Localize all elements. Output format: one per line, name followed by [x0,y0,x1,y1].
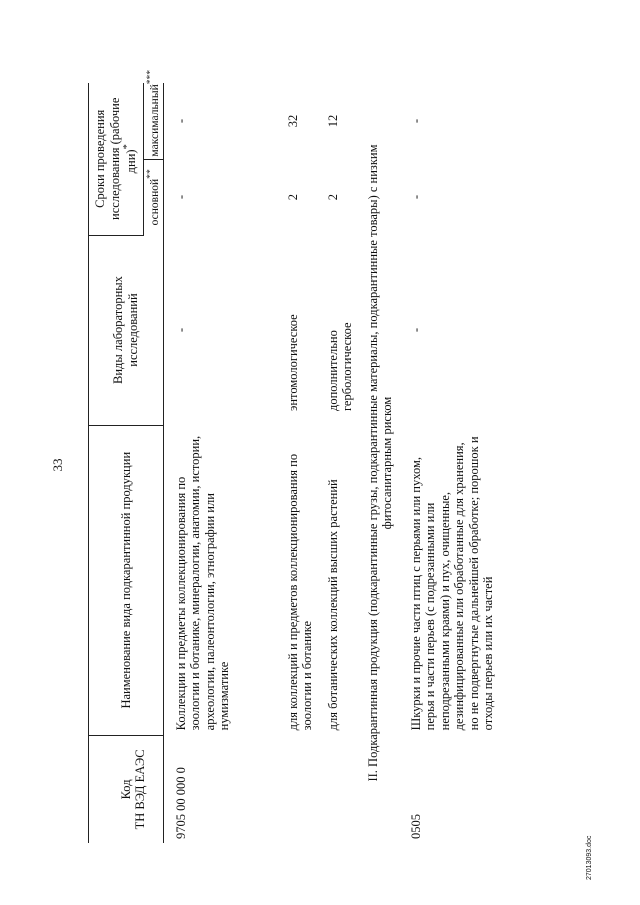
section-row [364,83,407,843]
row-basic-days: 2 [285,193,300,201]
header-product-name [89,425,164,735]
row-basic-days: 2 [325,193,340,201]
header-max-text: максимальный [148,84,161,157]
header-product-name-text: Наименование вида подкарантинной продукции [118,451,133,709]
row-basic-days: - [408,194,423,200]
row-lab-type: дополнительно гербологическое [325,322,355,412]
row-code [286,735,326,843]
row-basic-days: - [173,194,188,200]
section-title: II. Подкарантинная продукция (подкарантинные грузы, подкарантинные материалы, подкарантинные товары) с низким фитосанитарным риском [365,144,395,782]
header-code-text: Код ТН ВЭД ЕАЭС [118,749,148,830]
table-row [163,83,286,843]
row-code [326,735,364,843]
header-basic-footnote: ** [144,169,156,179]
row-product-name: для ботанических коллекций высших растений [325,479,340,731]
header-terms-text: Сроки проведения исследования (рабочие дни) [93,97,139,220]
quarantine-products-table [88,69,496,843]
table-row [286,83,326,843]
header-basic-text: основной [148,178,161,226]
row-max-days: - [173,118,188,124]
row-lab-type: - [173,327,188,333]
header-terms [89,83,144,235]
row-product-name: Коллекции и предметы коллекционирования по зоологии и ботанике, минералогии, анатомии, истории, археологии, палеонтологии, этнографии или нумизматике [173,435,232,731]
row-code: 9705 00 000 0 [173,767,188,839]
row-max-days: - [408,118,423,124]
row-lab-type: - [408,327,423,333]
table-row [326,83,364,843]
header-code [89,735,164,843]
header-basic [143,159,163,235]
page-number: 33 [50,458,65,472]
row-product-name: Шкурки и прочие части птиц с перьями или пухом, перья и части перьев (с подрезанными или неподрезанными краями) и пух, очищенные, дезинфицированные или обработанные для хранения, но не подвергнутые дальнейшей обработке; порошок и отходы перьев или их частей [408,436,496,731]
row-code: 0505 [408,814,423,839]
header-max [143,69,163,159]
footer-doc-code: 27013093.doc [586,835,593,880]
table-row [407,83,496,843]
header-max-footnote: *** [144,69,156,85]
header-lab-types [89,235,164,425]
header-lab-types-text: Виды лабораторных исследований [111,276,140,384]
row-lab-type: энтомологическое [285,314,300,412]
row-max-days: 12 [325,114,340,128]
row-product-name: для коллекций и предметов коллекционирования по зоологии и ботанике [285,453,315,731]
header-terms-footnote: * [122,144,133,150]
row-max-days: 32 [285,114,300,128]
quarantine-table-sheet [88,69,558,843]
